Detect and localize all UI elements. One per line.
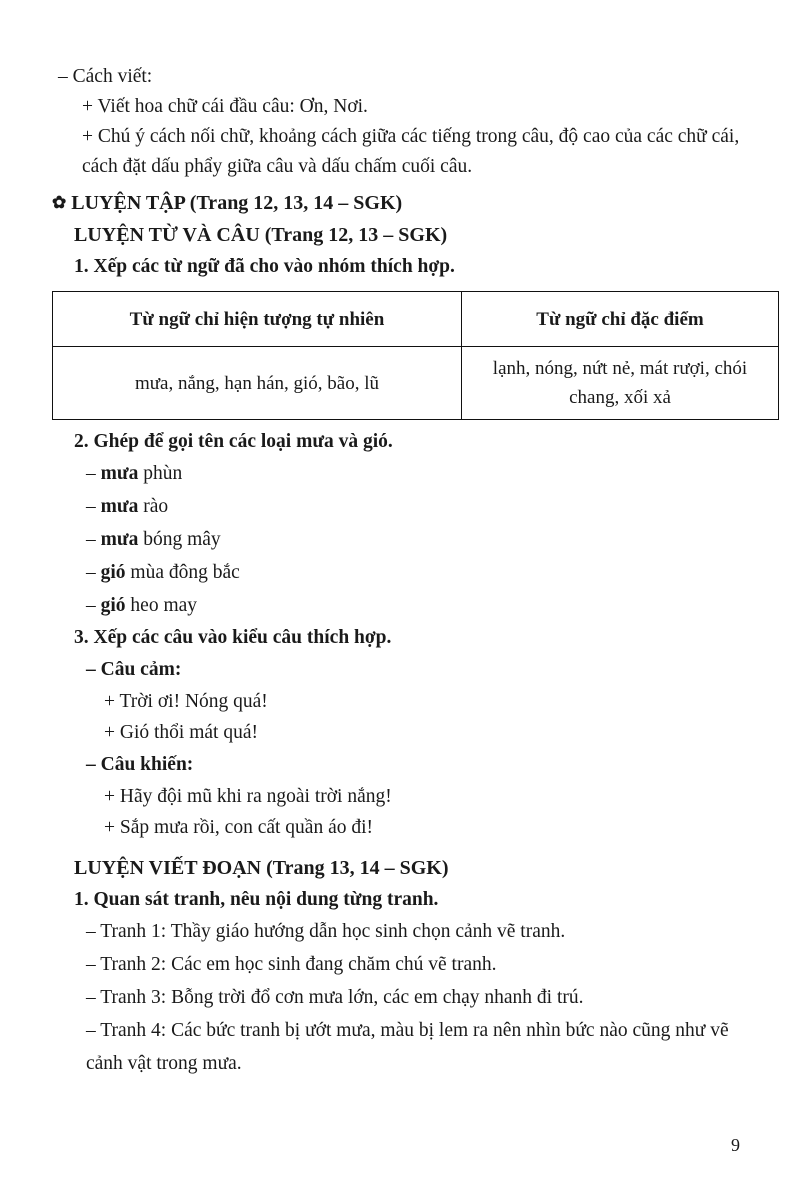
item-keyword: mưa — [100, 463, 139, 484]
word-groups-table — [52, 291, 779, 420]
page-number: 9 — [731, 1135, 740, 1155]
flower-icon: ✿ — [52, 193, 67, 212]
list-item: + Hãy đội mũ khi ra ngoài trời nắng! — [104, 786, 392, 807]
list-item — [52, 490, 744, 523]
item-rest: mùa đông bắc — [125, 562, 240, 583]
table-header-cell-2: Từ ngữ chỉ đặc điểm — [462, 292, 779, 347]
list-item: – Tranh 1: Thầy giáo hướng dẫn học sinh chọn cảnh vẽ tranh. — [86, 921, 566, 942]
item-keyword: gió — [100, 595, 126, 616]
spacer — [52, 843, 744, 852]
section-heading-text: LUYỆN TẬP (Trang 12, 13, 14 – SGK) — [71, 192, 403, 214]
table-row — [53, 347, 779, 420]
table-header-row — [53, 292, 779, 347]
task-4-heading: 1. Quan sát tranh, nêu nội dung từng tranh. — [74, 889, 439, 910]
item-dash: – — [86, 562, 101, 583]
item-rest: heo may — [125, 595, 198, 616]
list-item: + Gió thổi mát quá! — [104, 722, 258, 743]
intro-line-2: + Viết hoa chữ cái đầu câu: Ơn, Nơi. — [82, 96, 368, 117]
list-item: – Tranh 4: Các bức tranh bị ướt mưa, màu bị lem ra nên nhìn bức nào cũng như vẽ cảnh vật trong mưa. — [86, 1020, 729, 1074]
task-1-heading: 1. Xếp các từ ngữ đã cho vào nhóm thích hợp. — [74, 256, 455, 277]
list-item — [52, 556, 744, 589]
list-item — [52, 589, 744, 622]
item-keyword: gió — [100, 562, 126, 583]
intro-line-1: – Cách viết: — [58, 66, 153, 87]
table-cell-characteristics: lạnh, nóng, nứt nẻ, mát rượi, chói chang, xối xả — [462, 347, 779, 420]
table-cell-natural-phenomena: mưa, nắng, hạn hán, gió, bão, lũ — [53, 347, 462, 420]
item-dash: – — [86, 496, 101, 517]
list-item: + Sắp mưa rồi, con cất quần áo đi! — [104, 817, 374, 838]
item-rest: bóng mây — [138, 529, 221, 550]
subsection-heading-luyen-viet-doan: LUYỆN VIẾT ĐOẠN (Trang 13, 14 – SGK) — [74, 857, 449, 879]
task-2-heading: 2. Ghép để gọi tên các loại mưa và gió. — [74, 431, 393, 452]
table-header-cell-1: Từ ngữ chỉ hiện tượng tự nhiên — [53, 292, 462, 347]
list-item: – Tranh 3: Bỗng trời đổ cơn mưa lớn, các em chạy nhanh đi trú. — [86, 987, 584, 1008]
item-dash: – — [86, 463, 101, 484]
list-item: + Trời ơi! Nóng quá! — [104, 691, 268, 712]
item-keyword: mưa — [100, 529, 139, 550]
item-dash: – — [86, 595, 101, 616]
task-3-heading: 3. Xếp các câu vào kiểu câu thích hợp. — [74, 627, 392, 648]
task-3-group-1-label: – Câu cảm: — [86, 659, 182, 680]
item-rest: phùn — [138, 463, 183, 484]
task-3-group-2-label: – Câu khiến: — [86, 754, 194, 775]
section-heading-luyen-tap — [52, 187, 744, 219]
item-rest: rào — [138, 496, 169, 517]
list-item: – Tranh 2: Các em học sinh đang chăm chú vẽ tranh. — [86, 954, 497, 975]
item-keyword: mưa — [100, 496, 139, 517]
list-item — [52, 457, 744, 490]
subsection-heading-luyen-tu-va-cau: LUYỆN TỪ VÀ CÂU (Trang 12, 13 – SGK) — [74, 224, 448, 246]
intro-line-3: + Chú ý cách nối chữ, khoảng cách giữa các tiếng trong câu, độ cao của các chữ cái, cách đặt dấu phẩy giữa câu và dấu chấm cuối câu. — [82, 126, 745, 177]
list-item — [52, 523, 744, 556]
item-dash: – — [86, 529, 101, 550]
